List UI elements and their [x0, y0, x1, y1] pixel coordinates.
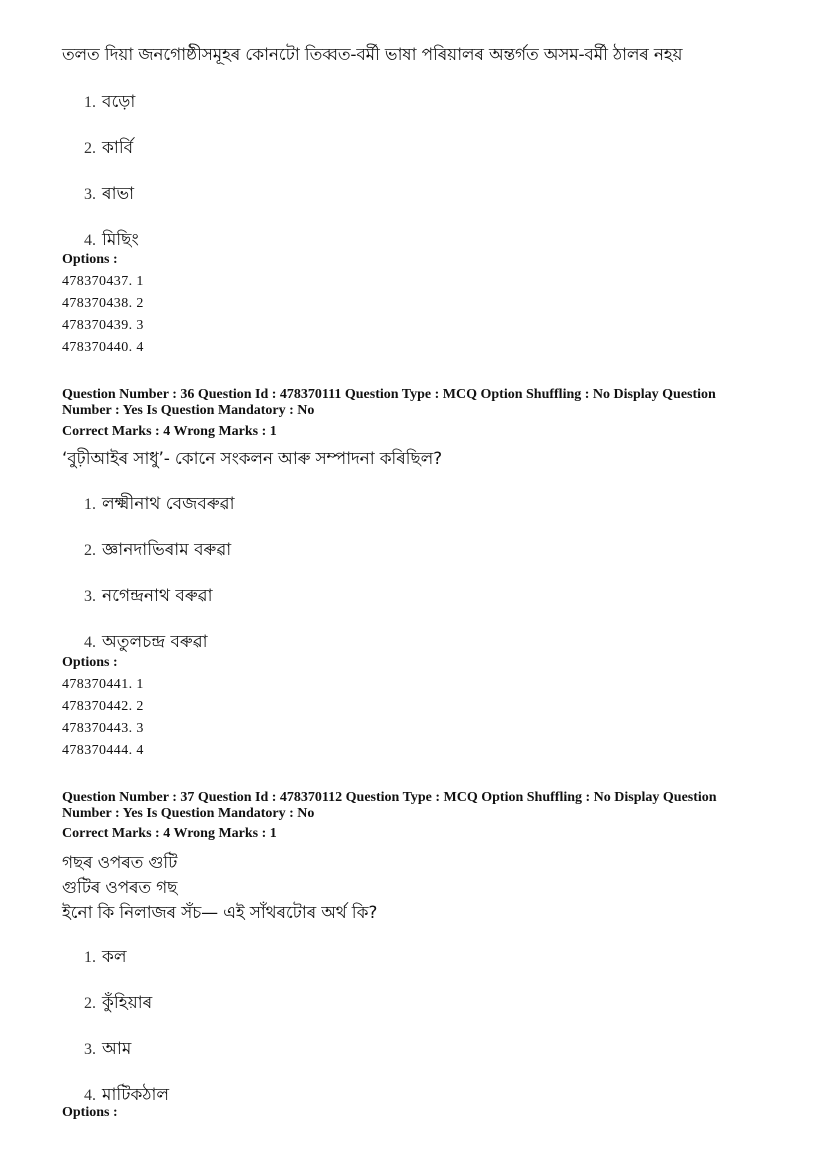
choice-number: 2. [84, 542, 96, 559]
choice-number: 3. [84, 186, 96, 203]
meta-line: Number : Yes Is Question Mandatory : No [62, 403, 315, 418]
choice-number: 1. [84, 94, 96, 111]
choice-text: কুঁহিয়াৰ [102, 993, 153, 1013]
option-id: 478370439. 3 [62, 318, 144, 333]
choice-text: মাটিকঠাল [102, 1085, 170, 1105]
meta-line: Question Number : 36 Question Id : 478370111 Question Type : MCQ Option Shuffling : No Display Question [62, 387, 716, 402]
choice-number: 3. [84, 588, 96, 605]
q37-choice-3 [84, 1036, 131, 1064]
question-37-text-line-2: গুটিৰ ওপৰত গছ [62, 878, 178, 898]
choice-text: জ্ঞানদাভিৰাম বৰুৱা [102, 540, 232, 560]
question-36-text: ‘বুঢ়ীআইৰ সাধু’- কোনে সংকলন আৰু সম্পাদনা কৰিছিল? [62, 449, 442, 469]
option-id: 478370443. 3 [62, 721, 144, 736]
question-37-meta [62, 790, 762, 822]
question-36-marks: Correct Marks : 4 Wrong Marks : 1 [62, 424, 277, 439]
meta-line: Number : Yes Is Question Mandatory : No [62, 806, 315, 821]
choice-number: 4. [84, 634, 96, 651]
options-label: Options : [62, 252, 118, 267]
choice-number: 1. [84, 496, 96, 513]
q36-choice-1 [84, 491, 235, 519]
choice-text: কাৰ্বি [102, 138, 134, 158]
choice-text: মিছিং [102, 230, 139, 250]
q36-choice-4 [84, 629, 208, 657]
q35-choice-3 [84, 181, 134, 209]
q36-choice-3 [84, 583, 213, 611]
options-label: Options : [62, 655, 118, 670]
q36-choice-2 [84, 537, 231, 565]
choice-number: 4. [84, 1087, 96, 1104]
choice-text: বড়ো [102, 92, 136, 112]
question-37-marks: Correct Marks : 4 Wrong Marks : 1 [62, 826, 277, 841]
q37-choice-2 [84, 990, 152, 1018]
choice-text: ৰাভা [102, 184, 135, 204]
option-id: 478370440. 4 [62, 340, 144, 355]
choice-number: 4. [84, 232, 96, 249]
choice-text: কল [102, 947, 127, 967]
option-id: 478370438. 2 [62, 296, 144, 311]
q35-choice-2 [84, 135, 133, 163]
choice-number: 2. [84, 140, 96, 157]
choice-text: নগেন্দ্ৰনাথ বৰুৱা [102, 586, 213, 606]
choice-number: 1. [84, 949, 96, 966]
choice-text: আম [102, 1039, 132, 1059]
option-id: 478370441. 1 [62, 677, 144, 692]
q37-choice-1 [84, 944, 127, 972]
choice-number: 2. [84, 995, 96, 1012]
choice-text: অতুলচন্দ্ৰ বৰুৱা [102, 632, 208, 652]
q35-choice-4 [84, 227, 139, 255]
question-37-text-line-1: গছৰ ওপৰত গুটি [62, 853, 178, 873]
options-label: Options : [62, 1105, 118, 1120]
q35-choice-1 [84, 89, 135, 117]
question-37-text-line-3: ইনো কি নিলাজৰ সঁচ— এই সাঁথৰটোৰ অৰ্থ কি? [62, 903, 378, 923]
option-id: 478370444. 4 [62, 743, 144, 758]
option-id: 478370442. 2 [62, 699, 144, 714]
choice-text: লক্ষ্মীনাথ বেজবৰুৱা [102, 494, 235, 514]
option-id: 478370437. 1 [62, 274, 144, 289]
question-36-meta [62, 387, 762, 419]
choice-number: 3. [84, 1041, 96, 1058]
question-35-text: তলত দিয়া জনগোষ্ঠীসমূহৰ কোনটো তিব্বত-বৰ্মী ভাষা পৰিয়ালৰ অন্তৰ্গত অসম-বৰ্মী ঠালৰ নহয় [62, 45, 683, 65]
meta-line: Question Number : 37 Question Id : 478370112 Question Type : MCQ Option Shuffling : No Display Question [62, 790, 717, 805]
